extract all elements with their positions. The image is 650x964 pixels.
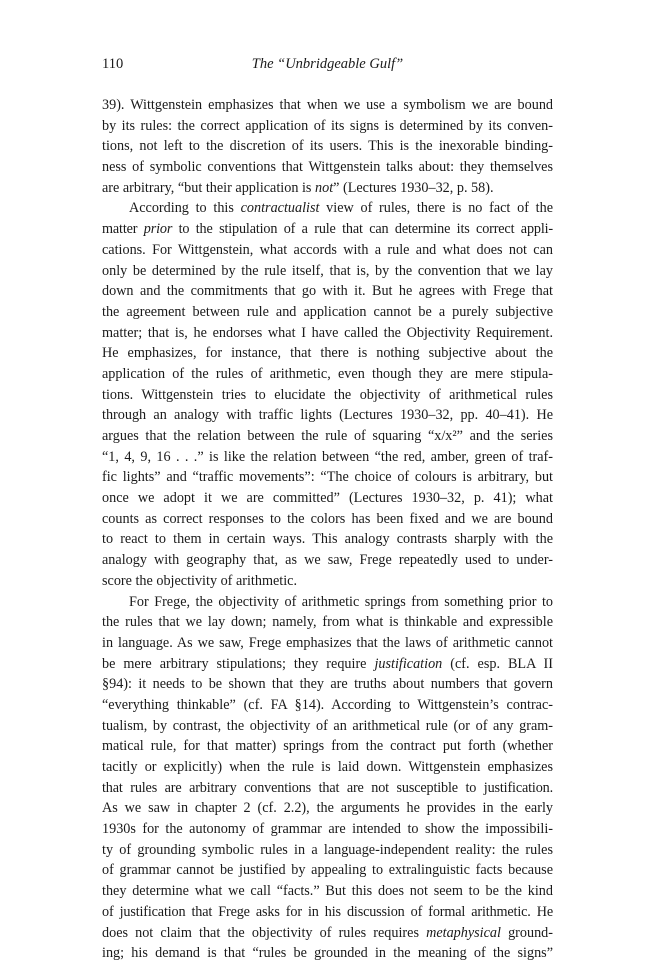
text-line: to react to them in certain ways. This analogy contrasts sharply with the — [102, 531, 553, 548]
text-line: through an analogy with traffic lights (Lectures 1930–32, pp. 40–41). He — [102, 407, 553, 424]
page-header — [102, 53, 553, 75]
text-line: fic lights” and “traffic movements”: “The choice of colours is arbitrary, but — [102, 469, 553, 486]
text-line: 1930s for the autonomy of grammar are intended to show the impossibili- — [102, 821, 553, 838]
text-line: matter; that is, he endorses what I have called the Objectivity Requirement. — [102, 324, 553, 341]
text-line: by its rules: the correct application of its signs is determined by its conven- — [102, 117, 553, 134]
text-line: be mere arbitrary stipulations; they require justification (cf. esp. BLA II — [102, 655, 553, 672]
text-line: matical rule, for that matter) springs from the contract put forth (whether — [102, 738, 553, 755]
paragraph — [102, 198, 553, 591]
text-line: tions. Wittgenstein tries to elucidate the objectivity of arithmetical rules — [102, 386, 553, 403]
text-line: tacitly or explicitly) when the rule is laid down. Wittgenstein emphasizes — [102, 759, 553, 775]
text-line: only be determined by the rule itself, that is, by the convention that we lay — [102, 262, 553, 279]
text-line: they determine what we call “facts.” But this does not seem to be the kind — [102, 883, 553, 900]
text-line: ness of symbolic conventions that Wittgenstein talks about: they themselves — [102, 159, 553, 176]
text-line: analogy with geography that, as we saw, Frege repeatedly used to under- — [102, 552, 553, 569]
text-line: matter prior to the stipulation of a rule that can determine its correct appli- — [102, 221, 553, 238]
page-number: 110 — [102, 56, 124, 72]
text-line: of justification that Frege asks for in his discussion of formal arithmetic. He — [102, 903, 553, 920]
text-line: the rules that we lay down; namely, from what is thinkable and expressible — [102, 614, 553, 631]
running-head: The “Unbridgeable Gulf” — [251, 56, 404, 72]
text-line: “1, 4, 9, 16 . . .” is like the relation between “the red, amber, green of traf- — [102, 448, 553, 465]
text-line: cations. For Wittgenstein, what accords with a rule and what does not can — [102, 241, 553, 258]
text-line: counts as correct responses to the colors has been fixed and we are bound — [102, 510, 553, 527]
text-line: 39). Wittgenstein emphasizes that when we use a symbolism we are bound — [102, 97, 553, 113]
text-line: ty of grounding symbolic rules in a language-independent reality: the rules — [102, 841, 553, 858]
text-line: ing; his demand is that “rules be grounded in the meaning of the signs” — [102, 945, 553, 962]
text-line: in language. As we saw, Frege emphasizes that the laws of arithmetic cannot — [102, 634, 553, 651]
text-line: According to this contractualist view of rules, there is no fact of the — [129, 200, 553, 217]
text-line: He emphasizes, for instance, that there is nothing subjective about the — [102, 345, 553, 362]
text-line: tions, not left to the discretion of its users. This is the inexorable binding- — [102, 138, 553, 155]
text-line: argues that the relation between the rule of squaring “x/x²” and the series — [102, 428, 553, 444]
text-line: once we adopt it we are committed” (Lectures 1930–32, p. 41); what — [102, 490, 553, 507]
text-line: that rules are arbitrary conventions that are not susceptible to justification. — [102, 779, 553, 796]
text-line: As we saw in chapter 2 (cf. 2.2), the arguments he provides in the early — [102, 800, 553, 817]
body-text — [102, 95, 553, 964]
text-line: score the objectivity of arithmetic. — [102, 572, 298, 589]
text-line: are arbitrary, “but their application is not” (Lectures 1930–32, p. 58). — [102, 179, 494, 196]
text-line: §94): it needs to be shown that they are truths about numbers that govern — [102, 676, 553, 693]
text-line: For Frege, the objectivity of arithmetic springs from something prior to — [129, 593, 553, 610]
text-line: “everything thinkable” (cf. FA §14). According to Wittgenstein’s contrac- — [102, 696, 553, 713]
paragraph — [102, 95, 553, 198]
text-line: tualism, by contrast, the objectivity of an arithmetical rule (or of any gram- — [102, 717, 553, 734]
text-line: down and the commitments that go with it. But he agrees with Frege that — [102, 283, 553, 300]
text-line: application of the rules of arithmetic, even though they are mere stipula- — [102, 365, 553, 382]
text-line: of grammar cannot be justified by appealing to extralinguistic facts because — [102, 862, 553, 879]
paragraph — [102, 592, 553, 964]
text-line: does not claim that the objectivity of rules requires metaphysical ground- — [102, 924, 553, 941]
text-line: the agreement between rule and application cannot be a purely subjective — [102, 303, 553, 320]
